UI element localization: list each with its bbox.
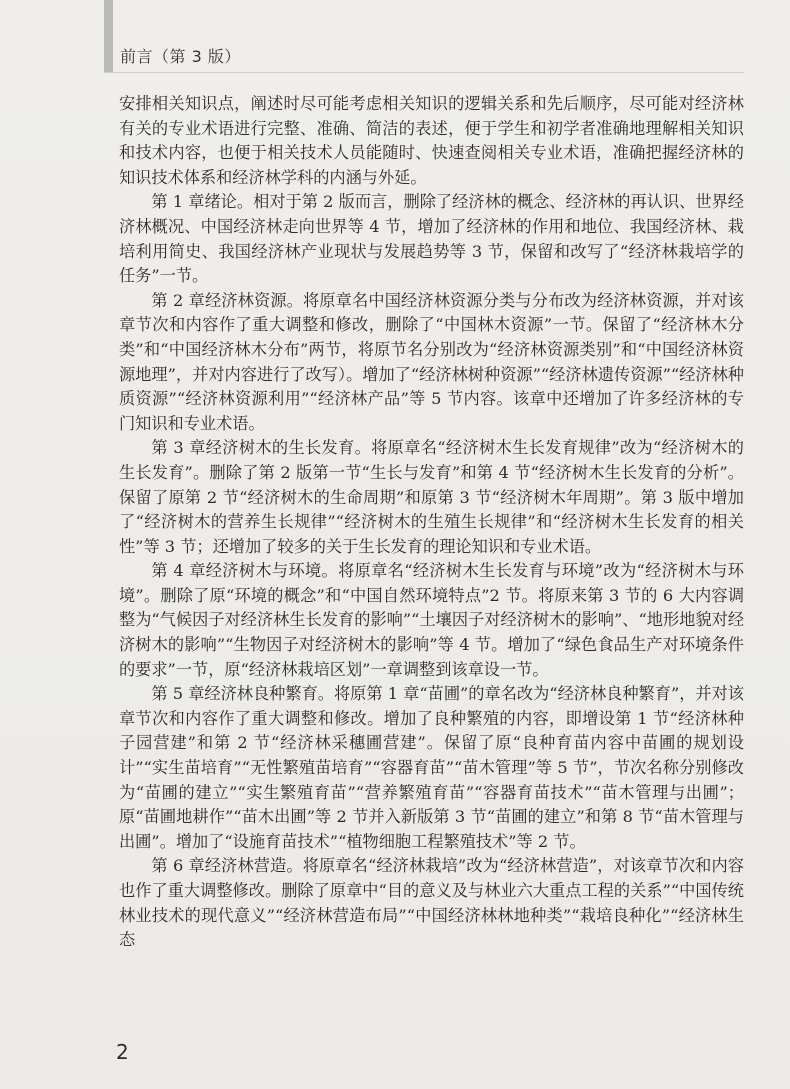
page-number: 2 — [116, 1040, 129, 1064]
paragraph-chapter-4: 第 4 章经济树木与环境。将原章名“经济树木生长发育与环境”改为“经济树木与环境”。删除了原“环境的概念”和“中国自然环境特点”2 节。将原来第 3 节的 6 大内容调整为“气候因子对经济林生长发育的影响”“土壤因子对经济树木的影响”、“地形地貌对经济树木的影响”“生物因子对经济树木的影响”等 4 节。增加了“绿色食品生产对环境条件的要求”一节，原“经济林栽培区划”一章调整到该章设一节。 — [119, 561, 744, 679]
body-text — [119, 92, 744, 953]
paragraph-chapter-6: 第 6 章经济林营造。将原章名“经济林栽培”改为“经济林营造”，对该章节次和内容也作了重大调整修改。删除了原章中“目的意义及与林业六大重点工程的关系”“中国传统林业技术的现代意义”“经济林营造布局”“中国经济林林地种类”“栽培良种化”“经济林生态 — [119, 856, 744, 950]
paragraph-continued: 安排相关知识点，阐述时尽可能考虑相关知识的逻辑关系和先后顺序，尽可能对经济林有关的专业术语进行完整、准确、简洁的表述，便于学生和初学者准确地理解相关知识和技术内容，也便于相关技术人员能随时、快速查阅相关专业术语，准确把握经济林的知识技术体系和经济林学科的内涵与外延。 — [119, 94, 744, 187]
paragraph-chapter-3: 第 3 章经济树木的生长发育。将原章名“经济树木生长发育规律”改为“经济树木的生长发育”。删除了第 2 版第一节“生长与发育”和第 4 节“经济树木生长发育的分析”。保留了原第 2 节“经济树木的生命周期”和原第 3 节“经济树木年周期”。第 3 版中增加了“经济树木的营养生长规律”“经济树木的生殖生长规律”和“经济树木生长发育的相关性”等 3 节；还增加了较多的关于生长发育的理论知识和专业术语。 — [119, 438, 744, 556]
paragraph-chapter-1: 第 1 章绪论。相对于第 2 版而言，删除了经济林的概念、经济林的再认识、世界经济林概况、中国经济林走向世界等 4 节，增加了经济林的作用和地位、我国经济林、栽培利用简史、我国经济林产业现状与发展趋势等 3 节，保留和改写了“经济林栽培学的任务”一节。 — [119, 192, 744, 286]
running-header: 前言（第 3 版） — [120, 47, 241, 66]
paragraph-chapter-5: 第 5 章经济林良种繁育。将原第 1 章“苗圃”的章名改为“经济林良种繁育”，并对该章节次和内容作了重大调整和修改。增加了良种繁殖的内容，即增设第 1 节“经济林种子园营建”和第 2 节“经济林采穗圃营建”。保留了原“良种育苗内容中苗圃的规划设计”“实生苗培育”“无性繁殖苗培育”“容器育苗”“苗木管理”等 5 节”，节次名称分别修改为“苗圃的建立”“实生繁殖育苗”“营养繁殖育苗”“容器育苗技术”“苗木管理与出圃”；原“苗圃地耕作”“苗木出圃”等 2 节并入新版第 3 节“苗圃的建立”和第 8 节“苗木管理与出圃”。增加了“设施育苗技术”“植物细胞工程繁殖技术”等 2 节。 — [119, 684, 744, 851]
header-divider — [104, 72, 744, 73]
paragraph-chapter-2: 第 2 章经济林资源。将原章名中国经济林资源分类与分布改为经济林资源，并对该章节次和内容作了重大调整和修改，删除了“中国林木资源”一节。保留了“经济林木分类”和“中国经济林木分布”两节，将原节名分别改为“经济林资源类别”和“中国经济林资源地理”，并对内容进行了改写）。增加了“经济林树种资源”“经济林遗传资源”“经济林种质资源”“经济林资源利用”“经济林产品”等 5 节内容。该章中还增加了许多经济林的专门知识和专业术语。 — [119, 290, 744, 433]
header-accent-bar — [104, 0, 113, 72]
